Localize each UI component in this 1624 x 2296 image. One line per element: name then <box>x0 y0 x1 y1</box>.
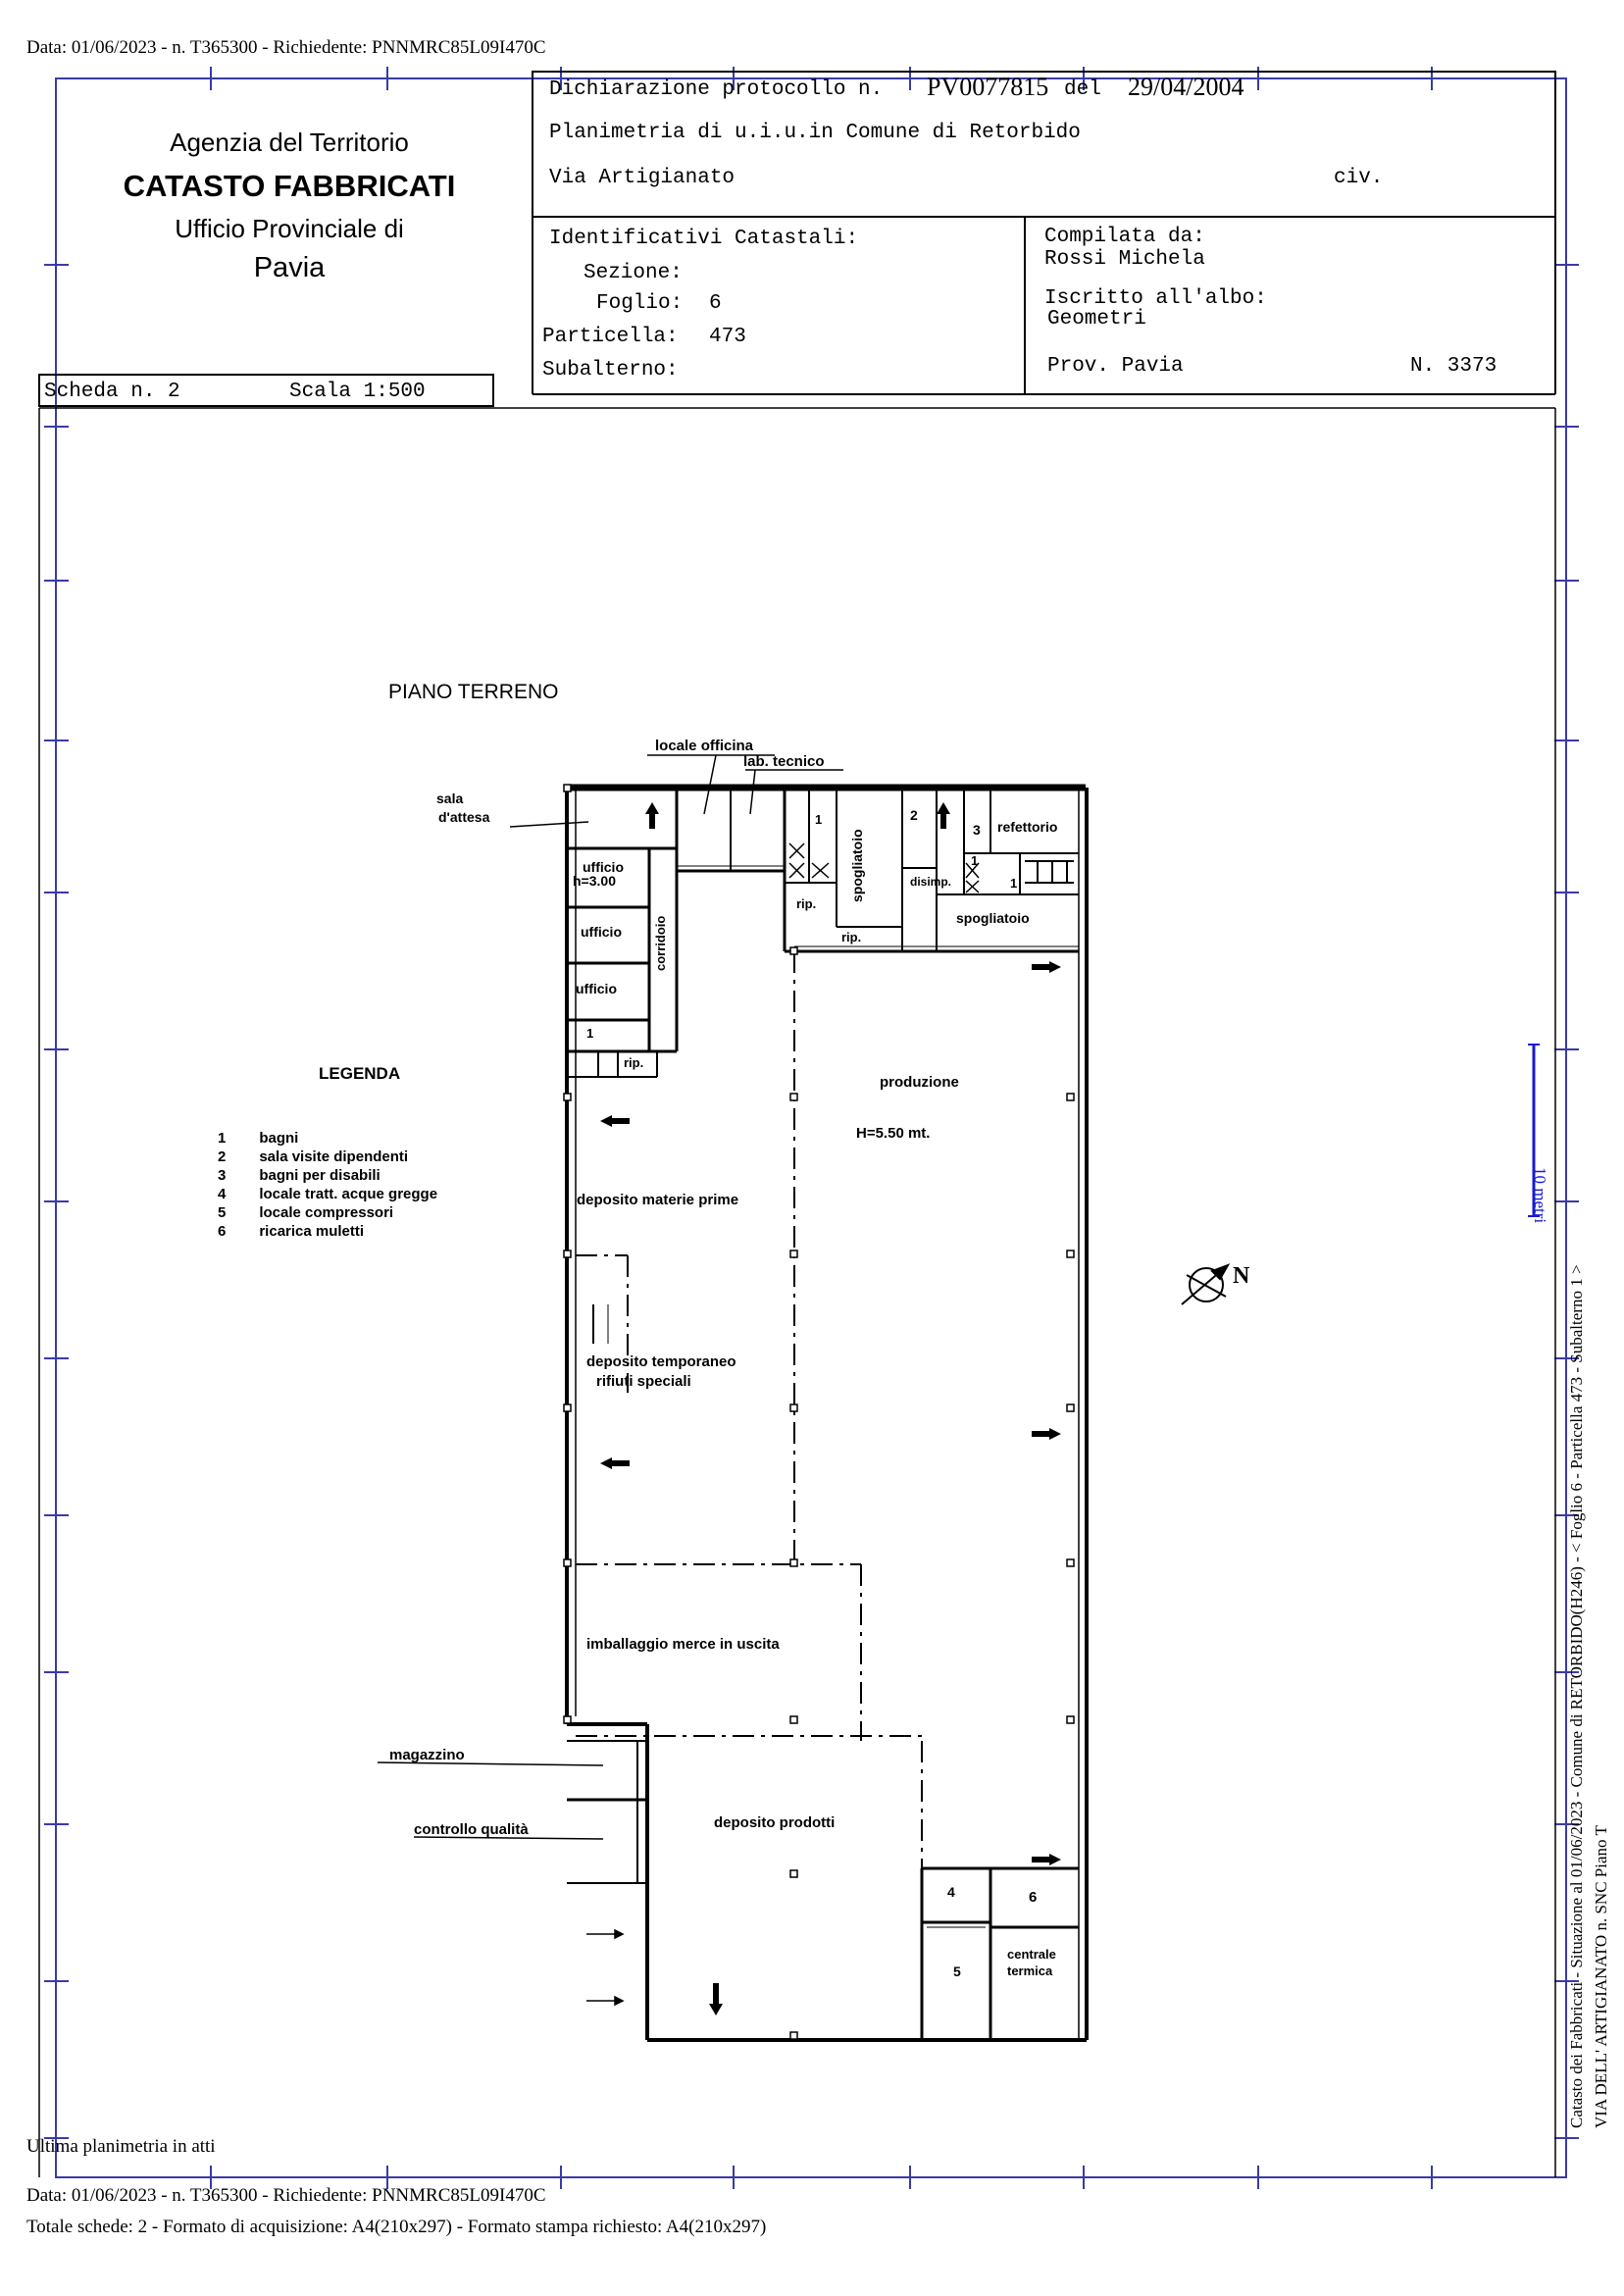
ufficio-1-height: h=3.00 <box>573 873 616 889</box>
legend-title: LEGENDA <box>319 1064 401 1083</box>
ufficio-1-label: ufficio <box>583 859 624 875</box>
legend-item <box>218 1168 381 1184</box>
legend-item-num: 3 <box>218 1167 227 1184</box>
deposito-temporaneo-label: deposito temporaneo <box>586 1353 736 1370</box>
planimetria-line: Planimetria di u.i.u.in Comune di Retorbido <box>549 122 1081 144</box>
pillars <box>564 785 1074 2039</box>
legend-item <box>218 1187 437 1202</box>
centrale-label: centrale <box>1007 1947 1056 1962</box>
rip-label-center: rip. <box>796 896 817 911</box>
albo-number: N. 3373 <box>1410 355 1497 378</box>
corridoio-label: corridoio <box>653 915 668 971</box>
ultima-planimetria: Ultima planimetria in atti <box>26 2136 216 2157</box>
compilata-name: Rossi Michela <box>1044 248 1205 271</box>
footer-totale: Totale schede: 2 - Formato di acquisizione: A4(210x297) - Formato stampa richiesto: A4(210x297) <box>26 2217 767 2237</box>
entry-arrows <box>586 1930 623 2005</box>
via-line: Via Artigianato <box>549 167 736 189</box>
north-arrow-icon <box>1182 1265 1228 1304</box>
disimp-label: disimp. <box>910 875 952 889</box>
ufficio-3-label: ufficio <box>576 981 617 996</box>
protocol-date: 29/04/2004 <box>1128 73 1244 101</box>
frame-ticks <box>44 67 1579 2189</box>
room-number-1b: 1 <box>971 853 979 868</box>
ufficio-city: Pavia <box>253 252 326 283</box>
rip-label-left: rip. <box>624 1055 644 1070</box>
imballaggio-label: imballaggio merce in uscita <box>586 1636 780 1653</box>
protocol-number: PV0077815 <box>927 73 1049 101</box>
leader-lines <box>378 755 843 1839</box>
legend-item-label: locale tratt. acque gregge <box>259 1186 438 1202</box>
side-situazione-text: Catasto dei Fabbricati - Situazione al 01/06/2023 - Comune di RETORBIDO(H246) - < Foglio 6 - Particella 473 - Subalterno 1 > <box>1567 1264 1586 2128</box>
spogliatoio-label: spogliatoio <box>956 910 1030 926</box>
room-number-4: 4 <box>947 1884 955 1900</box>
sala-label: sala <box>436 791 464 806</box>
refettorio-label: refettorio <box>997 819 1058 835</box>
room-number-1a: 1 <box>815 812 823 827</box>
albo-value: Geometri <box>1047 308 1146 331</box>
legend-item-label: bagni per disabili <box>259 1167 381 1184</box>
legend-item <box>218 1131 298 1147</box>
rip-label-lower: rip. <box>841 930 862 944</box>
legend-item-num: 4 <box>218 1186 227 1202</box>
room-number-1c: 1 <box>1010 876 1018 891</box>
access-arrows <box>600 802 1061 2015</box>
foglio-label: Foglio: <box>596 292 684 315</box>
magazzino-label: magazzino <box>389 1747 465 1763</box>
legend-item-num: 1 <box>218 1130 227 1147</box>
legend-item-label: locale compressori <box>259 1204 394 1221</box>
lab-tecnico-label: lab. tecnico <box>743 753 825 770</box>
side-address-text: VIA DELL' ARTIGIANATO n. SNC Piano T <box>1592 1825 1610 2128</box>
controllo-qualita-label: controllo qualità <box>414 1821 529 1838</box>
legend-item-label: sala visite dipendenti <box>259 1148 409 1165</box>
room-number-3: 3 <box>973 822 981 838</box>
subalterno-label: Subalterno: <box>542 359 679 382</box>
ufficio-label: Ufficio Provinciale di <box>175 214 404 243</box>
legend-item-num: 2 <box>218 1148 227 1165</box>
legend-item <box>218 1205 393 1221</box>
room-number-1d: 1 <box>586 1026 594 1041</box>
foglio-value: 6 <box>709 292 722 315</box>
north-label: N <box>1233 1263 1250 1289</box>
room-number-2: 2 <box>910 807 918 823</box>
legend-item <box>218 1224 364 1240</box>
deposito-materie-label: deposito materie prime <box>577 1192 739 1208</box>
footer-meta: Data: 01/06/2023 - n. T365300 - Richiedente: PNNMRC85L09I470C <box>26 2185 546 2206</box>
albo-label: Iscritto all'albo: <box>1044 287 1267 310</box>
prov-label: Prov. Pavia <box>1047 355 1184 378</box>
identificativi-title: Identificativi Catastali: <box>549 228 859 250</box>
top-meta: Data: 01/06/2023 - n. T365300 - Richiedente: PNNMRC85L09I470C <box>26 37 546 58</box>
legend-item-label: ricarica muletti <box>259 1223 365 1240</box>
civ-label: civ. <box>1334 167 1384 189</box>
produzione-label: produzione <box>880 1074 959 1091</box>
scale-bar-label: 10 metri <box>1531 1167 1549 1224</box>
deposito-prodotti-label: deposito prodotti <box>714 1814 836 1831</box>
ufficio-2-label: ufficio <box>581 924 622 940</box>
protocol-del: del <box>1064 78 1101 101</box>
sezione-label: Sezione: <box>584 262 683 284</box>
floor-plan <box>567 788 1087 2040</box>
locale-officina-label: locale officina <box>655 738 754 754</box>
room-number-6: 6 <box>1029 1889 1038 1906</box>
legend-item <box>218 1149 408 1165</box>
particella-value: 473 <box>709 326 746 348</box>
header-boxes <box>39 72 1555 2177</box>
agency-name: Agenzia del Territorio <box>170 128 409 157</box>
produzione-height: H=5.50 mt. <box>856 1125 931 1142</box>
termica-label: termica <box>1007 1964 1053 1978</box>
catasto-title: CATASTO FABBRICATI <box>123 169 456 203</box>
room-number-5: 5 <box>953 1964 961 1979</box>
spogliatoio-vertical-label: spogliatoio <box>849 829 865 902</box>
legend-item-label: bagni <box>259 1130 299 1147</box>
scala-label: Scala 1:500 <box>289 381 426 403</box>
piano-label: PIANO TERRENO <box>388 681 559 703</box>
scheda-label: Scheda n. 2 <box>44 381 180 403</box>
legend-item-num: 6 <box>218 1223 227 1240</box>
protocol-label: Dichiarazione protocollo n. <box>549 78 884 101</box>
compilata-title: Compilata da: <box>1044 226 1205 248</box>
sala-attesa-label: d'attesa <box>438 809 490 825</box>
rifiuti-speciali-label: rifiuti speciali <box>596 1373 691 1390</box>
legend-item-num: 5 <box>218 1204 227 1221</box>
particella-label: Particella: <box>542 326 679 348</box>
